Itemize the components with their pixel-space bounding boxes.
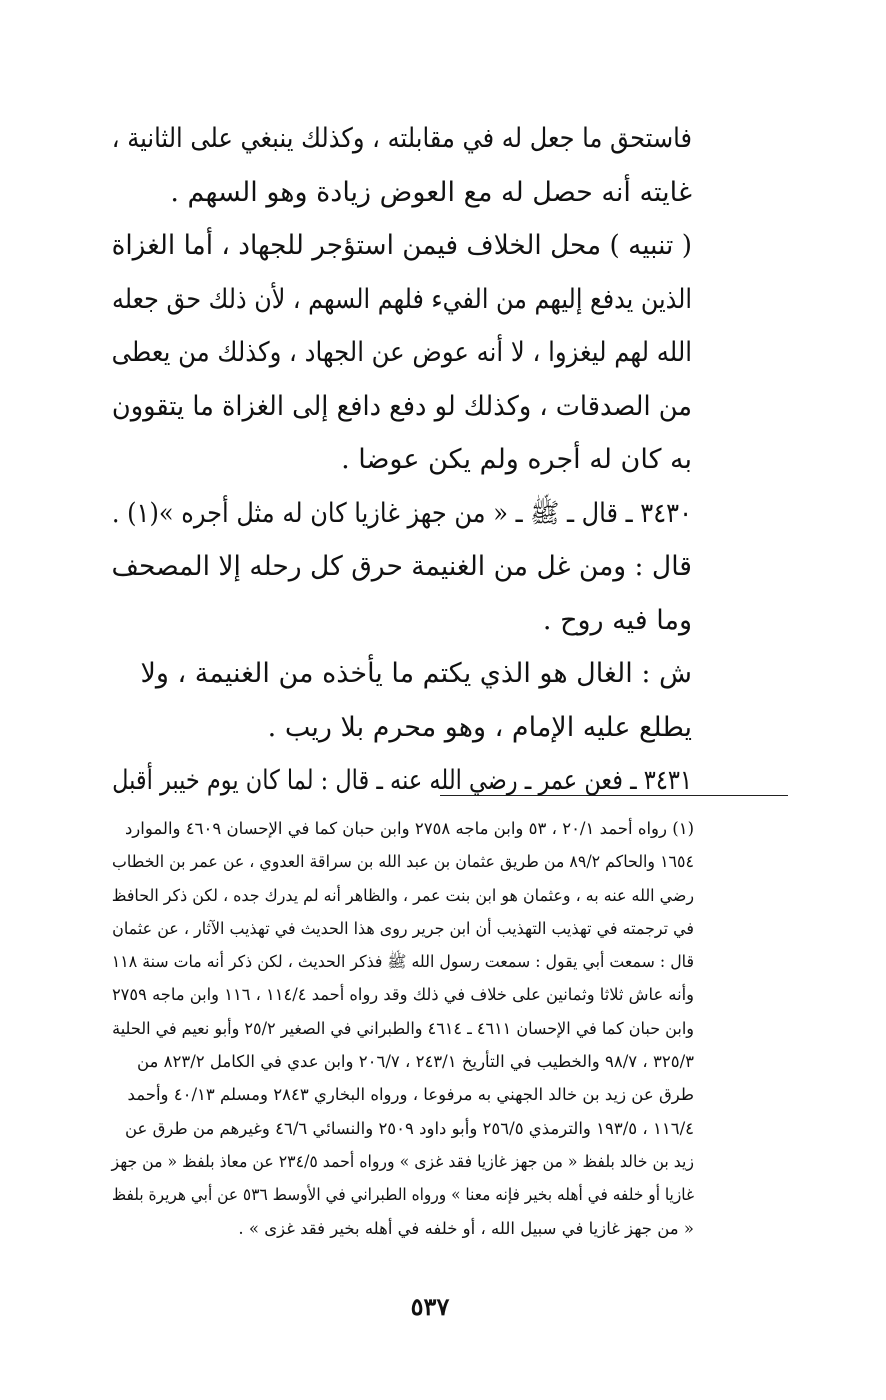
footnote-line: ٣٢٥/٣ ، ٩٨/٧ والخطيب في التأريخ ٢٤٣/١ ، ٢٠٦/٧ وابن عدي في الكامل ٨٢٣/٢ من [136, 1052, 694, 1072]
footnote-divider [440, 795, 788, 796]
footnote-line: (١) رواه أحمد ٢٠/١ ، ٥٣ وابن ماجه ٢٧٥٨ وابن حبان كما في الإحسان ٤٦٠٩ والموارد [124, 819, 694, 838]
footnote-line: غازيا أو خلفه في أهله بخير فإنه معنا » ورواه الطبراني في الأوسط ٥٣٦ عن أبي هريرة بلفظ [111, 1185, 694, 1205]
text-line: من الصدقات ، وكذلك لو دفع دافع إلى الغزاة ما يتقوون [111, 390, 693, 422]
text-line: وما فيه روح . [542, 604, 692, 636]
text-line: به كان له أجره ولم يكن عوضا . [341, 444, 692, 475]
footnote-line: زيد بن خالد بلفظ « من جهز غازيا فقد غزى » ورواه أحمد ٢٣٤/٥ عن معاذ بلفظ « من جهز [111, 1151, 694, 1171]
text-line: الله لهم ليغزوا ، لا أنه عوض عن الجهاد ، وكذلك من يعطى [111, 337, 692, 368]
footnote-line: طرق عن زيد بن خالد الجهني به مرفوعا ، ورواه البخاري ٢٨٤٣ ومسلم ٤٠/١٣ وأحمد [127, 1085, 694, 1105]
footnotes [112, 812, 694, 1245]
main-text [112, 112, 692, 808]
footnote-line: وابن حبان كما في الإحسان ٤٦١١ ـ ٤٦١٤ والطبراني في الصغير ٢٥/٢ وأبو نعيم في الحلية [112, 1018, 694, 1038]
text-line: فاستحق ما جعل له في مقابلته ، وكذلك ينبغي على الثانية ، [111, 123, 692, 154]
footnote-line: « من جهز غازيا في سبيل الله ، أو خلفه في أهله بخير فقد غزى » . [238, 1218, 694, 1238]
hadith-line: ٣٤٣١ ـ فعن عمر ـ رضي الله عنه ـ قال : لما كان يوم خيبر أقبل [112, 765, 692, 796]
footnote-line: قال : سمعت أبي يقول : سمعت رسول الله ﷺ فذكر الحديث ، لكن ذكر أنه مات سنة ١١٨ [111, 952, 694, 972]
text-line: يطلع عليه الإمام ، وهو محرم بلا ريب . [267, 711, 692, 743]
footnote-line: رضي الله عنه به ، وعثمان هو ابن بنت عمر ، والظاهر أنه لم يدرك جده ، لكن ذكر الحافظ [111, 885, 694, 905]
hadith-line: ٣٤٣٠ ـ قال ـ ﷺ ـ « من جهز غازيا كان له مثل أجره »(١) . [111, 497, 692, 529]
footnote-line: ١١٦/٤ ، ١٩٣/٥ والترمذي ٢٥٦/٥ وأبو داود ٢٥٠٩ والنسائي ٤٦/٦ وغيرهم من طرق عن [124, 1118, 694, 1138]
footnote-line: ١٦٥٤ والحاكم ٨٩/٢ من طريق عثمان بن عبد الله بن سراقة العدوي ، عن عمر بن الخطاب [112, 852, 694, 872]
page-number: ٥٣٧ [410, 1292, 450, 1321]
footnote-line: في ترجمته في تهذيب التهذيب أن ابن جرير روى هذا الحديث في تهذيب الآثار ، عن عثمان [112, 918, 694, 938]
text-line: الذين يدفع إليهم من الفيء فلهم السهم ، لأن ذلك حق جعله [111, 283, 692, 315]
text-line: غايته أنه حصل له مع العوض زيادة وهو السهم . [170, 176, 692, 208]
text-line: ش : الغال هو الذي يكتم ما يأخذه من الغنيمة ، ولا [140, 658, 692, 689]
text-line: قال : ومن غل من الغنيمة حرق كل رحله إلا المصحف [111, 551, 693, 582]
text-line: ( تنبيه ) محل الخلاف فيمن استؤجر للجهاد ، أما الغزاة [111, 230, 693, 261]
footnote-line: وأنه عاش ثلاثا وثمانين على خلاف في ذلك وقد رواه أحمد ١١٤/٤ ، ١١٦ وابن ماجه ٢٧٥٩ [111, 985, 694, 1005]
